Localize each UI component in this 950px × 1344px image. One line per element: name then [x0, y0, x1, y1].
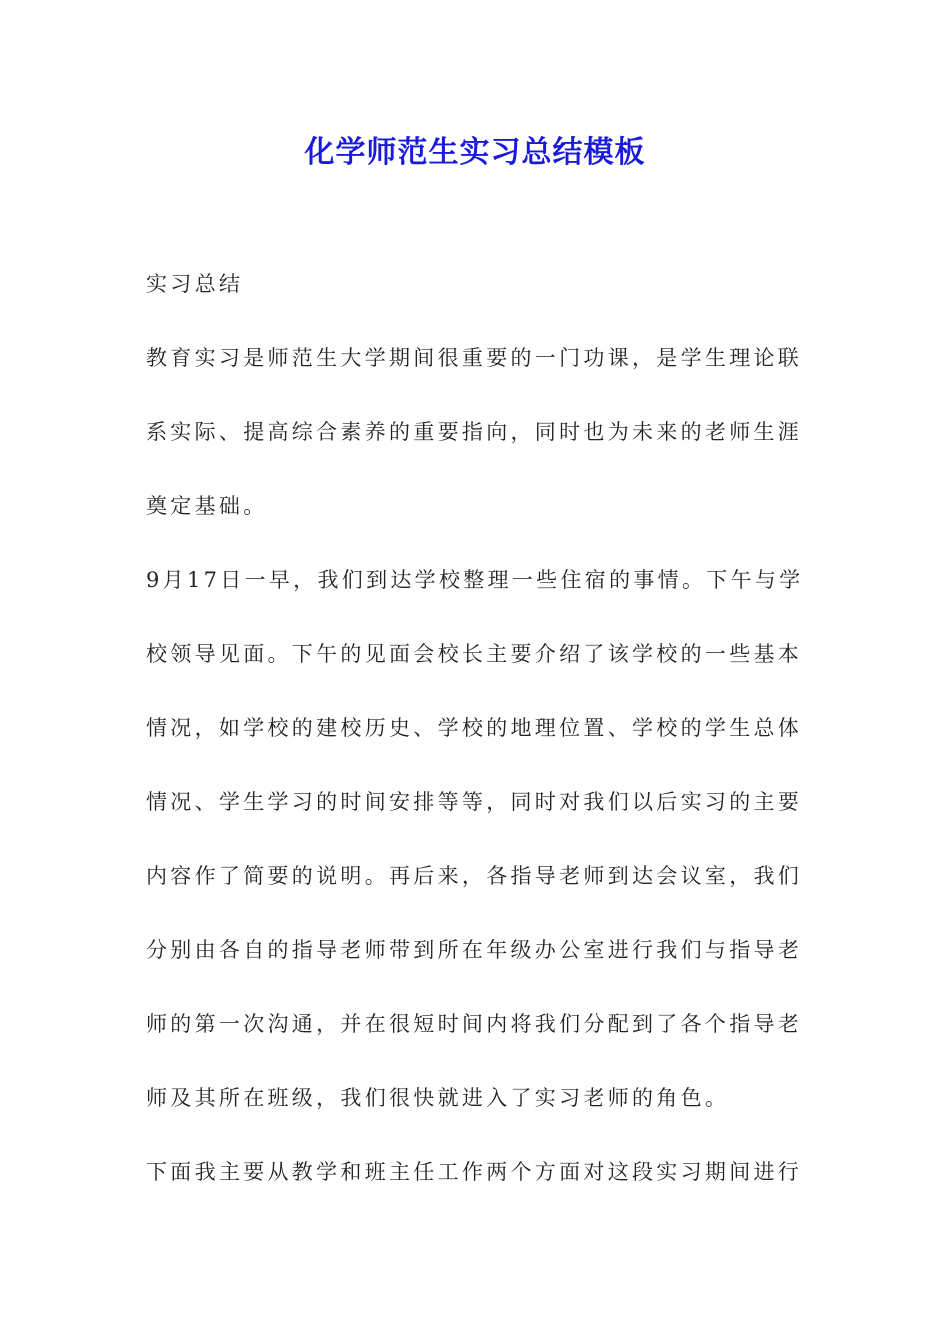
paragraph-line: 内容作了简要的说明。再后来，各指导老师到达会议室，我们: [146, 864, 803, 888]
paragraph-line: 情况，如学校的建校历史、学校的地理位置、学校的学生总体: [146, 716, 803, 740]
paragraph-line: 下面我主要从教学和班主任工作两个方面对这段实习期间进行: [146, 1160, 803, 1184]
paragraph-line: 奠定基础。: [146, 494, 268, 518]
paragraph-line: 校领导见面。下午的见面会校长主要介绍了该学校的一些基本: [146, 642, 803, 666]
paragraph-line: 师的第一次沟通，并在很短时间内将我们分配到了各个指导老: [146, 1012, 803, 1036]
section-heading: [146, 247, 806, 321]
paragraph-line: 分别由各自的指导老师带到所在年级办公室进行我们与指导老: [146, 938, 803, 962]
paragraph-2: [146, 543, 806, 1135]
section-heading-text: 实习总结: [146, 272, 244, 296]
paragraph-line: 系实际、提高综合素养的重要指向，同时也为未来的老师生涯: [146, 420, 803, 444]
paragraph-3: [146, 1135, 806, 1209]
paragraph-line: 教育实习是师范生大学期间很重要的一门功课，是学生理论联: [146, 346, 803, 370]
paragraph-line: 情况、学生学习的时间安排等等，同时对我们以后实习的主要: [146, 790, 803, 814]
paragraph-line: 9月17日一早，我们到达学校整理一些住宿的事情。下午与学: [146, 568, 804, 592]
paragraph-1: [146, 321, 806, 543]
document-title: 化学师范生实习总结模板: [304, 135, 646, 170]
paragraph-line: 师及其所在班级，我们很快就进入了实习老师的角色。: [146, 1086, 730, 1110]
